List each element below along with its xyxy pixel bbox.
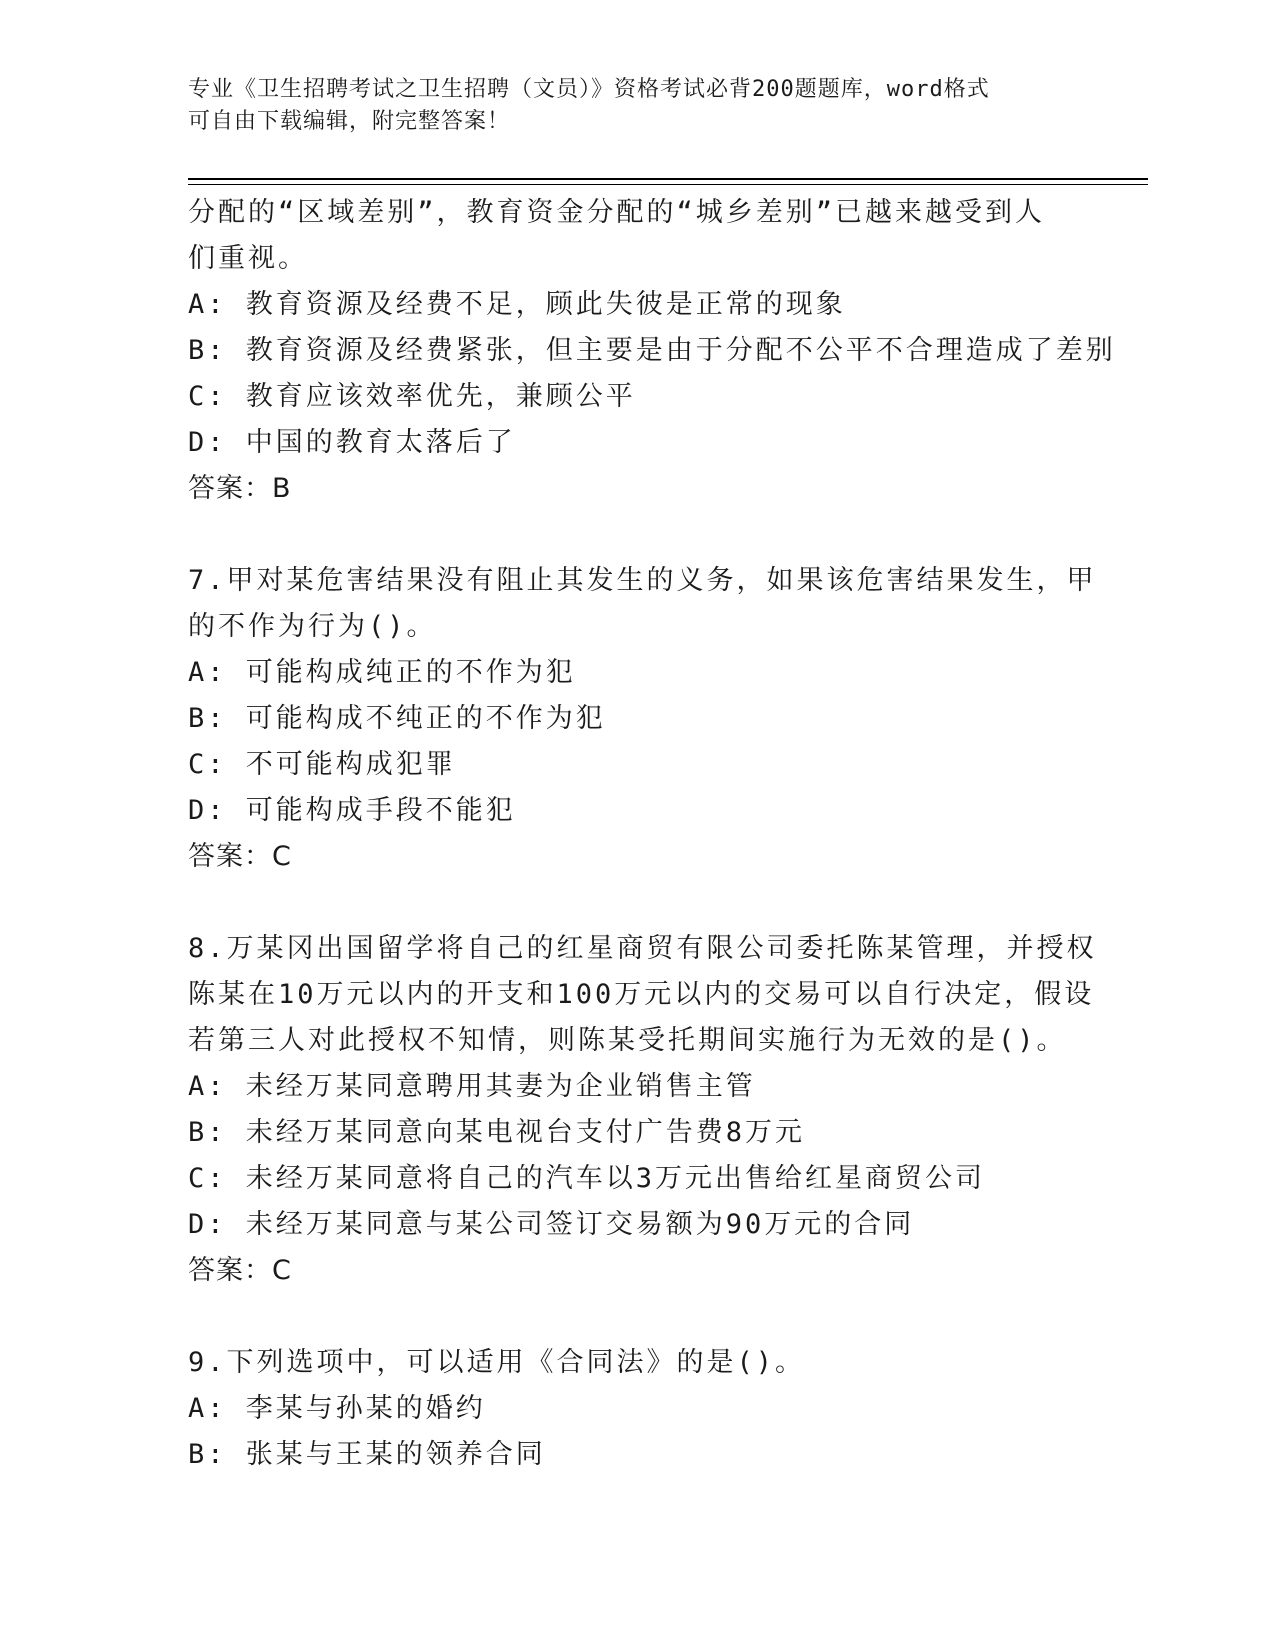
question-7 [188,558,1097,880]
question-text-line: 8.万某冈出国留学将自己的红星商贸有限公司委托陈某管理，并授权 [188,933,1097,964]
option-c: C: 教育应该效率优先，兼顾公平 [188,381,636,412]
question-9 [188,1340,1088,1478]
spacer [188,512,1088,558]
header-divider-thick [188,178,1148,180]
option-a: A: 可能构成纯正的不作为犯 [188,657,576,688]
option-d: D: 可能构成手段不能犯 [188,795,516,826]
option-d: D: 中国的教育太落后了 [188,427,516,458]
question-list [188,190,1116,1478]
option-b: B: 可能构成不纯正的不作为犯 [188,703,606,734]
option-b: B: 张某与王某的领养合同 [188,1439,546,1470]
question-text-line: 分配的“区域差别”，教育资金分配的“城乡差别”已越来越受到人 [188,197,1046,228]
question-text-line: 的不作为行为()。 [188,611,437,642]
option-a: A: 教育资源及经费不足，顾此失彼是正常的现象 [188,289,846,320]
question-text-line: 9.下列选项中，可以适用《合同法》的是()。 [188,1347,806,1378]
header-divider-thin [188,184,1148,185]
question-text-line: 们重视。 [188,243,308,274]
option-a: A: 未经万某同意聘用其妻为企业销售主管 [188,1071,756,1102]
option-c: C: 未经万某同意将自己的汽车以3万元出售给红星商贸公司 [188,1163,986,1194]
spacer [188,880,1088,926]
question-text-line: 若第三人对此授权不知情，则陈某受托期间实施行为无效的是()。 [188,1025,1067,1056]
header-line-1: 专业《卫生招聘考试之卫生招聘（文员）》资格考试必背200题题库，word格式 [188,77,990,102]
answer-line: 答案：B [188,473,292,504]
question-text-line: 7.甲对某危害结果没有阻止其发生的义务，如果该危害结果发生，甲 [188,565,1097,596]
option-c: C: 不可能构成犯罪 [188,749,456,780]
option-a: A: 李某与孙某的婚约 [188,1393,486,1424]
question-8 [188,926,1097,1294]
option-d: D: 未经万某同意与某公司签订交易额为90万元的合同 [188,1209,915,1240]
option-b: B: 教育资源及经费紧张，但主要是由于分配不公平不合理造成了差别 [188,335,1116,366]
answer-line: 答案：C [188,1255,292,1286]
answer-line: 答案：C [188,841,292,872]
question-text-line: 陈某在10万元以内的开支和100万元以内的交易可以自行决定，假设 [188,979,1095,1010]
header-line-2: 可自由下载编辑，附完整答案！ [188,109,511,134]
spacer [188,1294,1088,1340]
document-header [188,74,1088,138]
option-b: B: 未经万某同意向某电视台支付广告费8万元 [188,1117,806,1148]
question-6 [188,190,1116,512]
